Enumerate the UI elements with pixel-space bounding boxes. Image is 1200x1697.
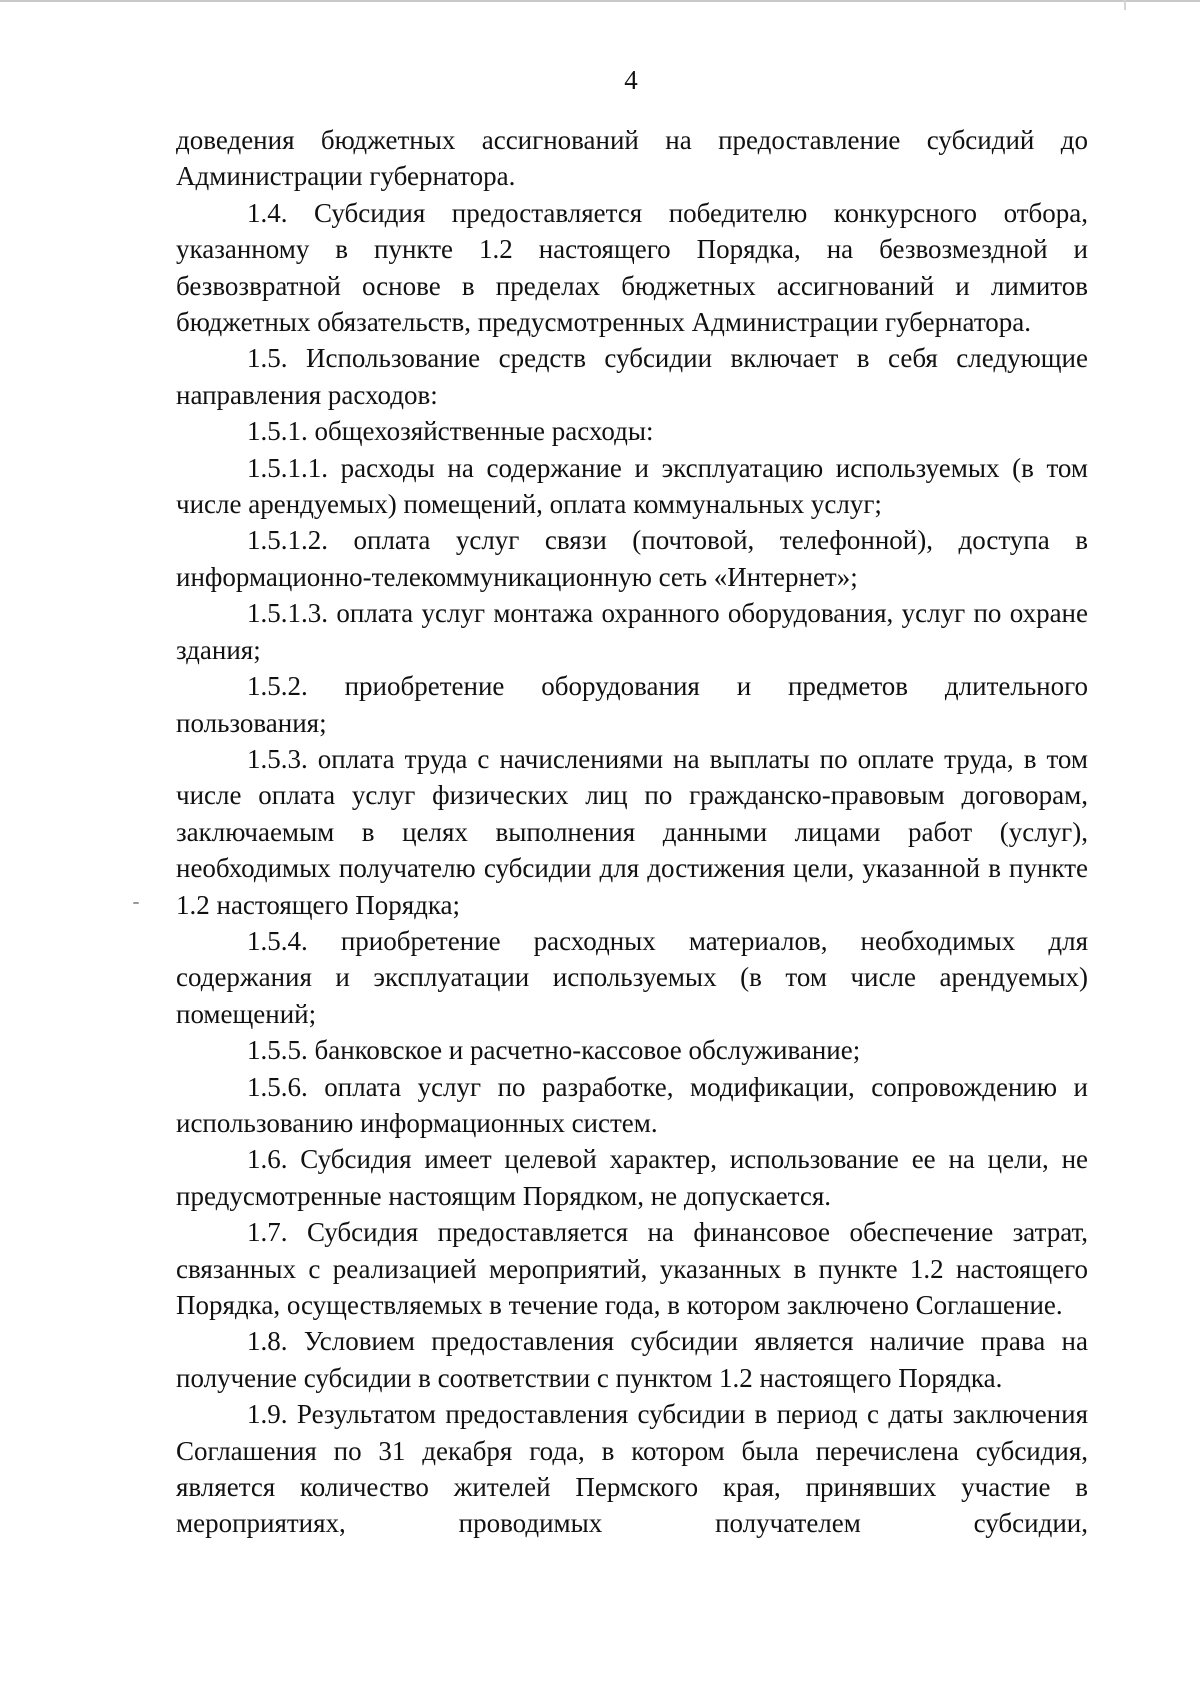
paragraph-1-8: 1.8. Условием предоставления субсидии является наличие права на получение субсидии в соответствии с пунктом 1.2 настоящего Порядка.	[176, 1326, 1088, 1393]
paragraph-1-5-1-2: 1.5.1.2. оплата услуг связи (почтовой, телефонной), доступа в информационно-телекоммуникационную сеть «Интернет»;	[176, 525, 1088, 592]
paragraph-1-5-2: 1.5.2. приобретение оборудования и предметов длительного пользования;	[176, 671, 1088, 738]
paragraph-1-9: 1.9. Результатом предоставления субсидии в период с даты заключения Соглашения по 31 декабря года, в котором была перечислена субсидия, является количество жителей Пермского края, принявших участие в мероприятиях, проводимых получателем субсидии,	[176, 1399, 1088, 1539]
paragraph-continuation: доведения бюджетных ассигнований на предоставление субсидий до Администрации губернатора.	[176, 125, 1088, 192]
paragraph-1-5: 1.5. Использование средств субсидии включает в себя следующие направления расходов:	[176, 343, 1088, 410]
paragraph-1-7: 1.7. Субсидия предоставляется на финансовое обеспечение затрат, связанных с реализацией мероприятий, указанных в пункте 1.2 настоящего Порядка, осуществляемых в течение года, в котором заключено Соглашение.	[176, 1217, 1088, 1320]
paragraph-1-5-6: 1.5.6. оплата услуг по разработке, модификации, сопровождению и использованию информационных систем.	[176, 1071, 1088, 1138]
paragraph-1-5-1-1: 1.5.1.1. расходы на содержание и эксплуатацию используемых (в том числе арендуемых) помещений, оплата коммунальных услуг;	[176, 452, 1088, 520]
paragraph-1-5-3: 1.5.3. оплата труда с начислениями на выплаты по оплате труда, в том числе оплата услуг физических лиц по гражданско-правовым договорам, заключаемым в целях выполнения данными лицами работ (услуг), необходимых получателю субсидии для достижения цели, указанной в пункте 1.2 настоящего Порядка;	[176, 743, 1088, 920]
page-number: 4	[624, 65, 638, 95]
paragraph-1-4: 1.4. Субсидия предоставляется победителю конкурсного отбора, указанному в пункте 1.2 настоящего Порядка, на безвозмездной и безвозвратной основе в пределах бюджетных ассигнований и лимитов бюджетных обязательств, предусмотренных Администрации губернатора.	[176, 197, 1088, 338]
paragraph-1-5-1-3: 1.5.1.3. оплата услуг монтажа охранного оборудования, услуг по охране здания;	[176, 598, 1088, 665]
document-body	[176, 122, 1088, 1542]
page-top-edge	[0, 0, 1200, 2]
paragraph-1-5-4: 1.5.4. приобретение расходных материалов, необходимых для содержания и эксплуатации используемых (в том числе арендуемых) помещений;	[176, 925, 1088, 1029]
paragraph-1-6: 1.6. Субсидия имеет целевой характер, использование ее на цели, не предусмотренные настоящим Порядком, не допускается.	[176, 1144, 1088, 1211]
paragraph-1-5-5: 1.5.5. банковское и расчетно-кассовое обслуживание;	[247, 1035, 861, 1066]
scan-edge-mark	[1124, 0, 1126, 10]
paragraph-1-5-1: 1.5.1. общехозяйственные расходы:	[247, 416, 654, 447]
scan-speck	[133, 902, 139, 904]
